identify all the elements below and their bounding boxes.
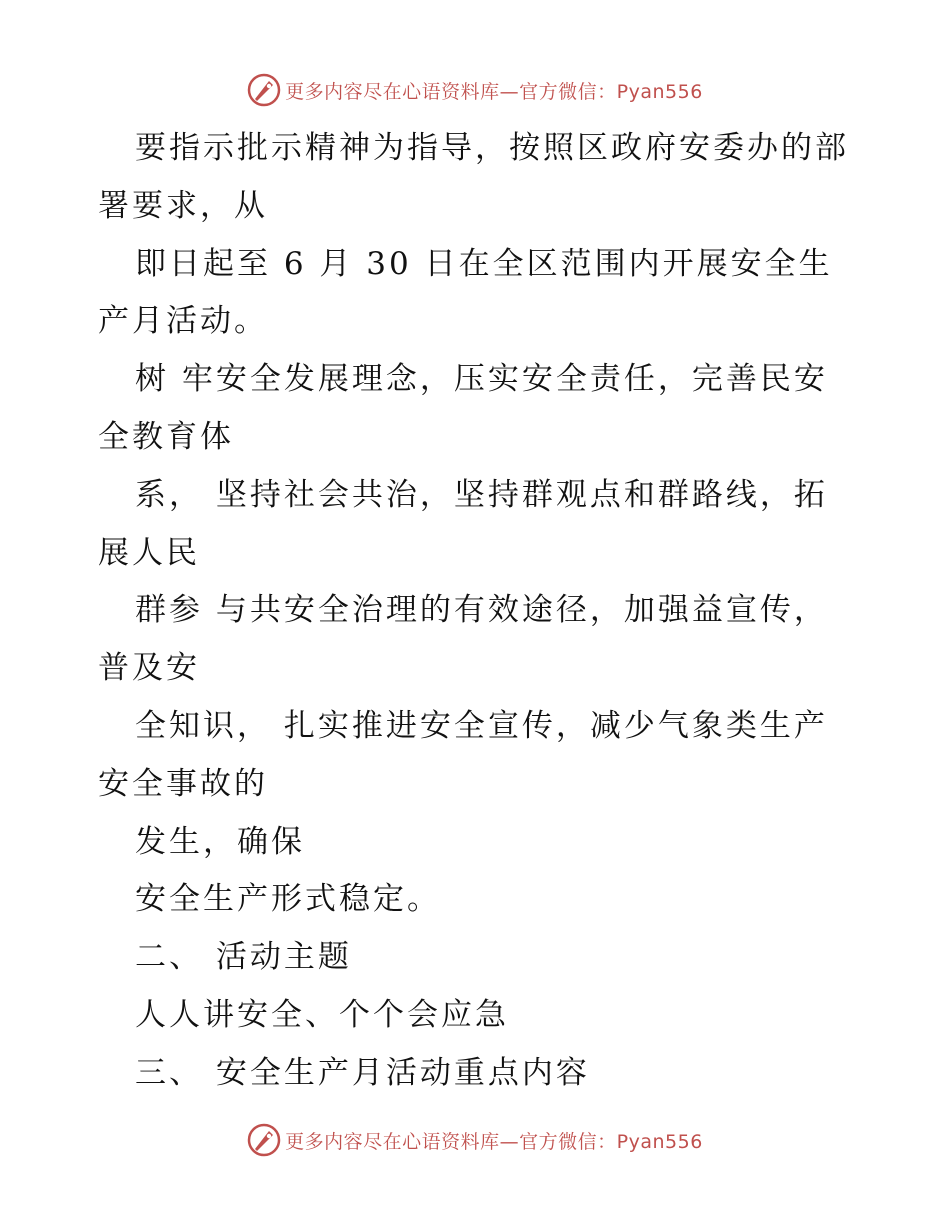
text-line: 安全生产形式稳定。 [135, 881, 441, 918]
header-banner-text: 更多内容尽在心语资料库—官方微信：Pyan556 [285, 80, 703, 103]
document-body [98, 120, 868, 1103]
header-banner [0, 70, 950, 110]
text-line: 系， 坚持社会共治，坚持群观点和群路线，拓 [135, 476, 828, 513]
pen-nib-logo-icon [247, 1123, 281, 1157]
text-line: 二、 活动主题 [135, 939, 352, 976]
text-line: 群参 与共安全治理的有效途径，加强益宣传， [135, 592, 828, 629]
text-line: 署要求，从 [98, 187, 268, 224]
text-line: 要指示批示精神为指导，按照区政府安委办的部 [135, 130, 849, 166]
text-line: 树 牢安全发展理念，压实安全责任，完善民安 [135, 361, 828, 398]
text-line: 安全事故的 [98, 765, 268, 802]
footer-banner [0, 1120, 950, 1160]
footer-banner-text: 更多内容尽在心语资料库—官方微信：Pyan556 [285, 1130, 703, 1153]
pen-nib-logo-icon [247, 73, 281, 107]
text-line: 即日起至 6 月 30 日在全区范围内开展安全生 [135, 245, 833, 282]
text-line: 全知识， 扎实推进安全宣传，减少气象类生产 [135, 707, 828, 744]
text-line: 产月活动。 [98, 303, 268, 340]
text-line: 三、 安全生产月活动重点内容 [135, 1054, 590, 1091]
text-line: 人人讲安全、个个会应急 [135, 996, 509, 1033]
text-line: 展人民 [98, 534, 200, 571]
text-line: 普及安 [98, 650, 200, 687]
text-line: 发生，确保 [135, 823, 305, 860]
text-line: 全教育体 [98, 418, 234, 455]
